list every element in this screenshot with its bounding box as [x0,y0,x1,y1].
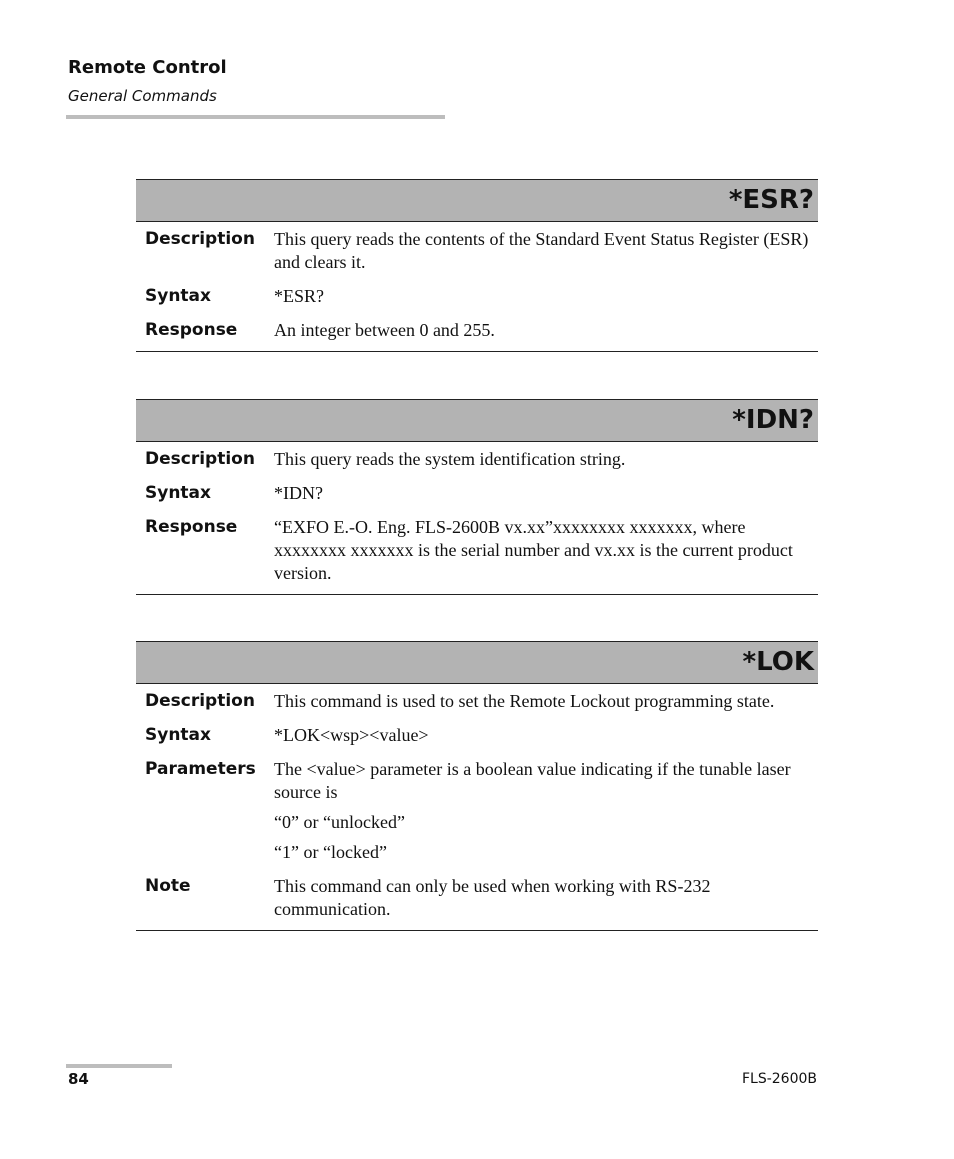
row-label: Response [145,320,238,340]
page-number: 84 [68,1070,89,1088]
syntax-row [136,713,818,747]
running-header-title: Remote Control [68,57,227,78]
row-label: Description [145,229,255,249]
row-label: Parameters [145,759,256,779]
row-value: *IDN? [274,483,323,503]
row-value: This query reads the system identification string. [274,449,626,469]
command-header [136,399,818,442]
note-row [136,864,818,930]
command-name: *IDN? [732,405,814,435]
footer-rule [66,1064,172,1068]
syntax-row [136,471,818,505]
description-row [136,228,818,274]
row-value: The <value> parameter is a boolean value indicating if the tunable laser source is “0” or “unlocked” “1” or “locked” [274,759,791,862]
row-value: An integer between 0 and 255. [274,320,495,340]
response-row [136,505,818,594]
command-block-esr [136,179,818,352]
command-header [136,641,818,684]
command-header [136,179,818,222]
row-label: Note [145,876,191,896]
row-label: Syntax [145,286,211,306]
row-value: This query reads the contents of the Standard Event Status Register (ESR) and clears it. [274,229,809,272]
row-label: Description [145,691,255,711]
header-rule [66,115,445,119]
command-block-idn [136,399,818,595]
parameters-row [136,747,818,864]
running-header-subtitle: General Commands [68,87,217,105]
description-row [136,690,818,713]
row-value: “EXFO E.-O. Eng. FLS-2600B vx.xx”xxxxxxxx xxxxxxx, where xxxxxxxx xxxxxxx is the serial number and vx.xx is the current product version. [274,517,793,583]
row-value: *ESR? [274,286,325,306]
footer-model: FLS-2600B [741,1071,817,1087]
row-value: This command can only be used when working with RS-232 communication. [274,876,711,919]
command-block-lok [136,641,818,931]
row-value: *LOK<wsp><value> [274,725,429,745]
row-value: This command is used to set the Remote Lockout programming state. [274,691,775,711]
row-label: Syntax [145,725,211,745]
row-label: Syntax [145,483,211,503]
command-name: *LOK [742,647,814,677]
description-row [136,448,818,471]
row-label: Response [145,517,238,537]
syntax-row [136,274,818,308]
row-label: Description [145,449,255,469]
command-name: *ESR? [728,185,814,215]
response-row [136,308,818,351]
